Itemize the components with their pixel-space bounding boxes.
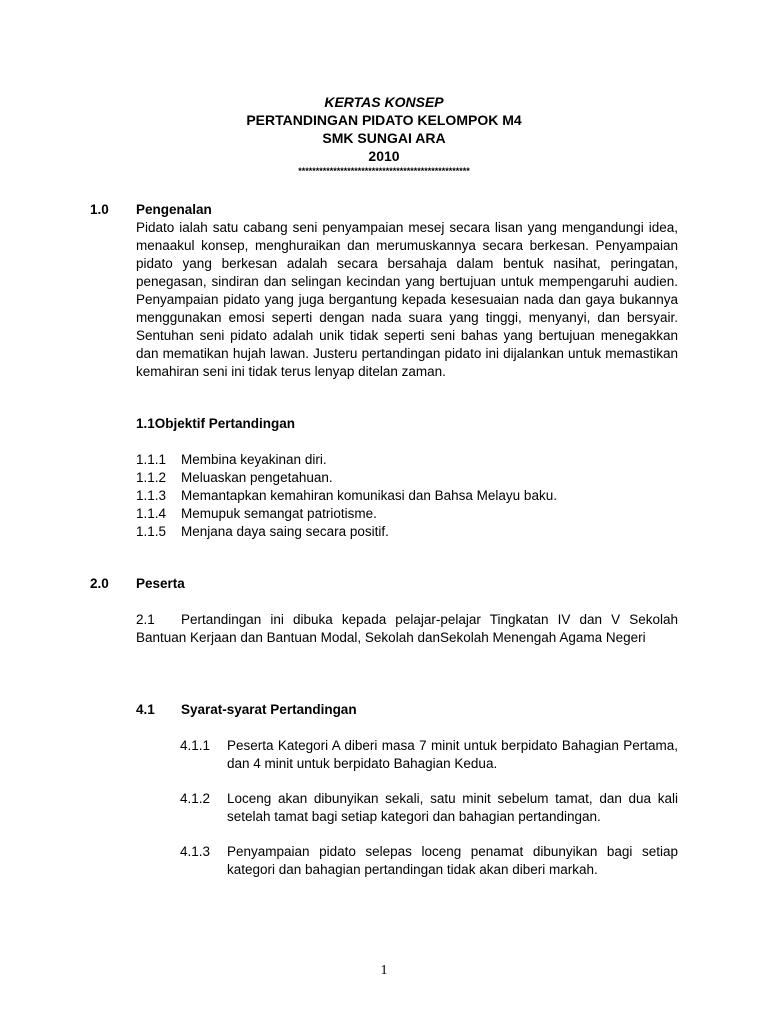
rule-item [180,790,678,826]
section-heading-syarat: Syarat-syarat Pertandingan [181,702,357,717]
list-item-number: 1.1.3 [136,488,167,503]
list-item-number: 1.1.2 [136,470,167,485]
section-number-1: 1.0 [90,202,109,217]
list-item [136,451,678,469]
rule-text: Loceng akan dibunyikan sekali, satu minit sebelum tamat, dan dua kali setelah tamat bagi setiap kategori dan bahagian pertandingan. [227,791,678,824]
list-item-number: 1.1.5 [136,524,167,539]
list-item-text: Meluaskan pengetahuan. [181,470,333,485]
rule-item [180,737,678,773]
rule-number: 4.1.2 [180,791,211,806]
paragraph-text: Pertandingan ini dibuka kepada pelajar-pelajar Tingkatan IV dan V Sekolah Bantuan Kerjaan dan Bantuan Modal, Sekolah danSekolah Menengah Agama Negeri [136,612,678,645]
objectives-list [136,451,678,541]
list-item [136,487,678,505]
school-name: SMK SUNGAI ARA [322,130,446,146]
objectives-heading: 1.1Objektif Pertandingan [136,416,296,431]
section-heading-pengenalan: Pengenalan [136,202,212,217]
document-year: 2010 [368,148,400,164]
document-subtitle: PERTANDINGAN PIDATO KELOMPOK M4 [246,112,522,128]
section-heading-peserta: Peserta [136,576,185,591]
document-title: KERTAS KONSEP [324,94,444,110]
list-item [136,505,678,523]
rule-item [180,843,678,879]
paragraph-number: 2.1 [136,612,155,627]
list-item-text: Membina keyakinan diri. [181,452,327,467]
rule-number: 4.1.3 [180,844,211,859]
paragraph-2-1 [136,611,678,647]
list-item-number: 1.1.4 [136,506,167,521]
document-header [0,93,768,177]
section-number: 4.1 [136,702,155,717]
rule-number: 4.1.1 [180,738,211,753]
section-number-2: 2.0 [90,576,109,591]
list-item-text: Memupuk semangat patriotisme. [181,506,377,521]
rule-text: Penyampaian pidato selepas loceng penamat dibunyikan bagi setiap kategori dan bahagian pertandingan tidak akan diberi markah. [227,844,678,877]
page-number: 1 [380,963,388,978]
section-body-pengenalan: Pidato ialah satu cabang seni penyampaian mesej secara lisan yang mengandungi idea, menaakul konsep, menghuraikan dan merumuskannya secara berkesan. Penyampaian pidato yang berkesan adalah secara bersahaja dalam bentuk nasihat, peringatan, penegasan, sindiran dan selingan kecindan yang bertujuan untuk mempengaruhi audien. Penyampaian pidato yang juga bergantung kepada kesesuaian nada dan gaya bukannya menggunakan emosi seperti dengan nada suara yang tinggi, menyanyi, dan bersyair. Sentuhan seni pidato adalah unik tidak seperti seni bahas yang bertujuan menegakkan dan mematikan hujah lawan. Justeru pertandingan pidato ini dijalankan untuk memastikan kemahiran seni ini tidak terus lenyap ditelan zaman. [136,220,678,379]
list-item [136,469,678,487]
list-item [136,523,678,541]
list-item-text: Memantapkan kemahiran komunikasi dan Bahsa Melayu baku. [181,488,557,503]
list-item-text: Menjana daya saing secara positif. [181,524,389,539]
list-item-number: 1.1.1 [136,452,167,467]
section-number-4-1 [136,701,678,719]
rule-text: Peserta Kategori A diberi masa 7 minit untuk berpidato Bahagian Pertama, dan 4 minit untuk berpidato Bahagian Kedua. [227,738,678,771]
star-divider: ************************************************* [298,166,470,176]
